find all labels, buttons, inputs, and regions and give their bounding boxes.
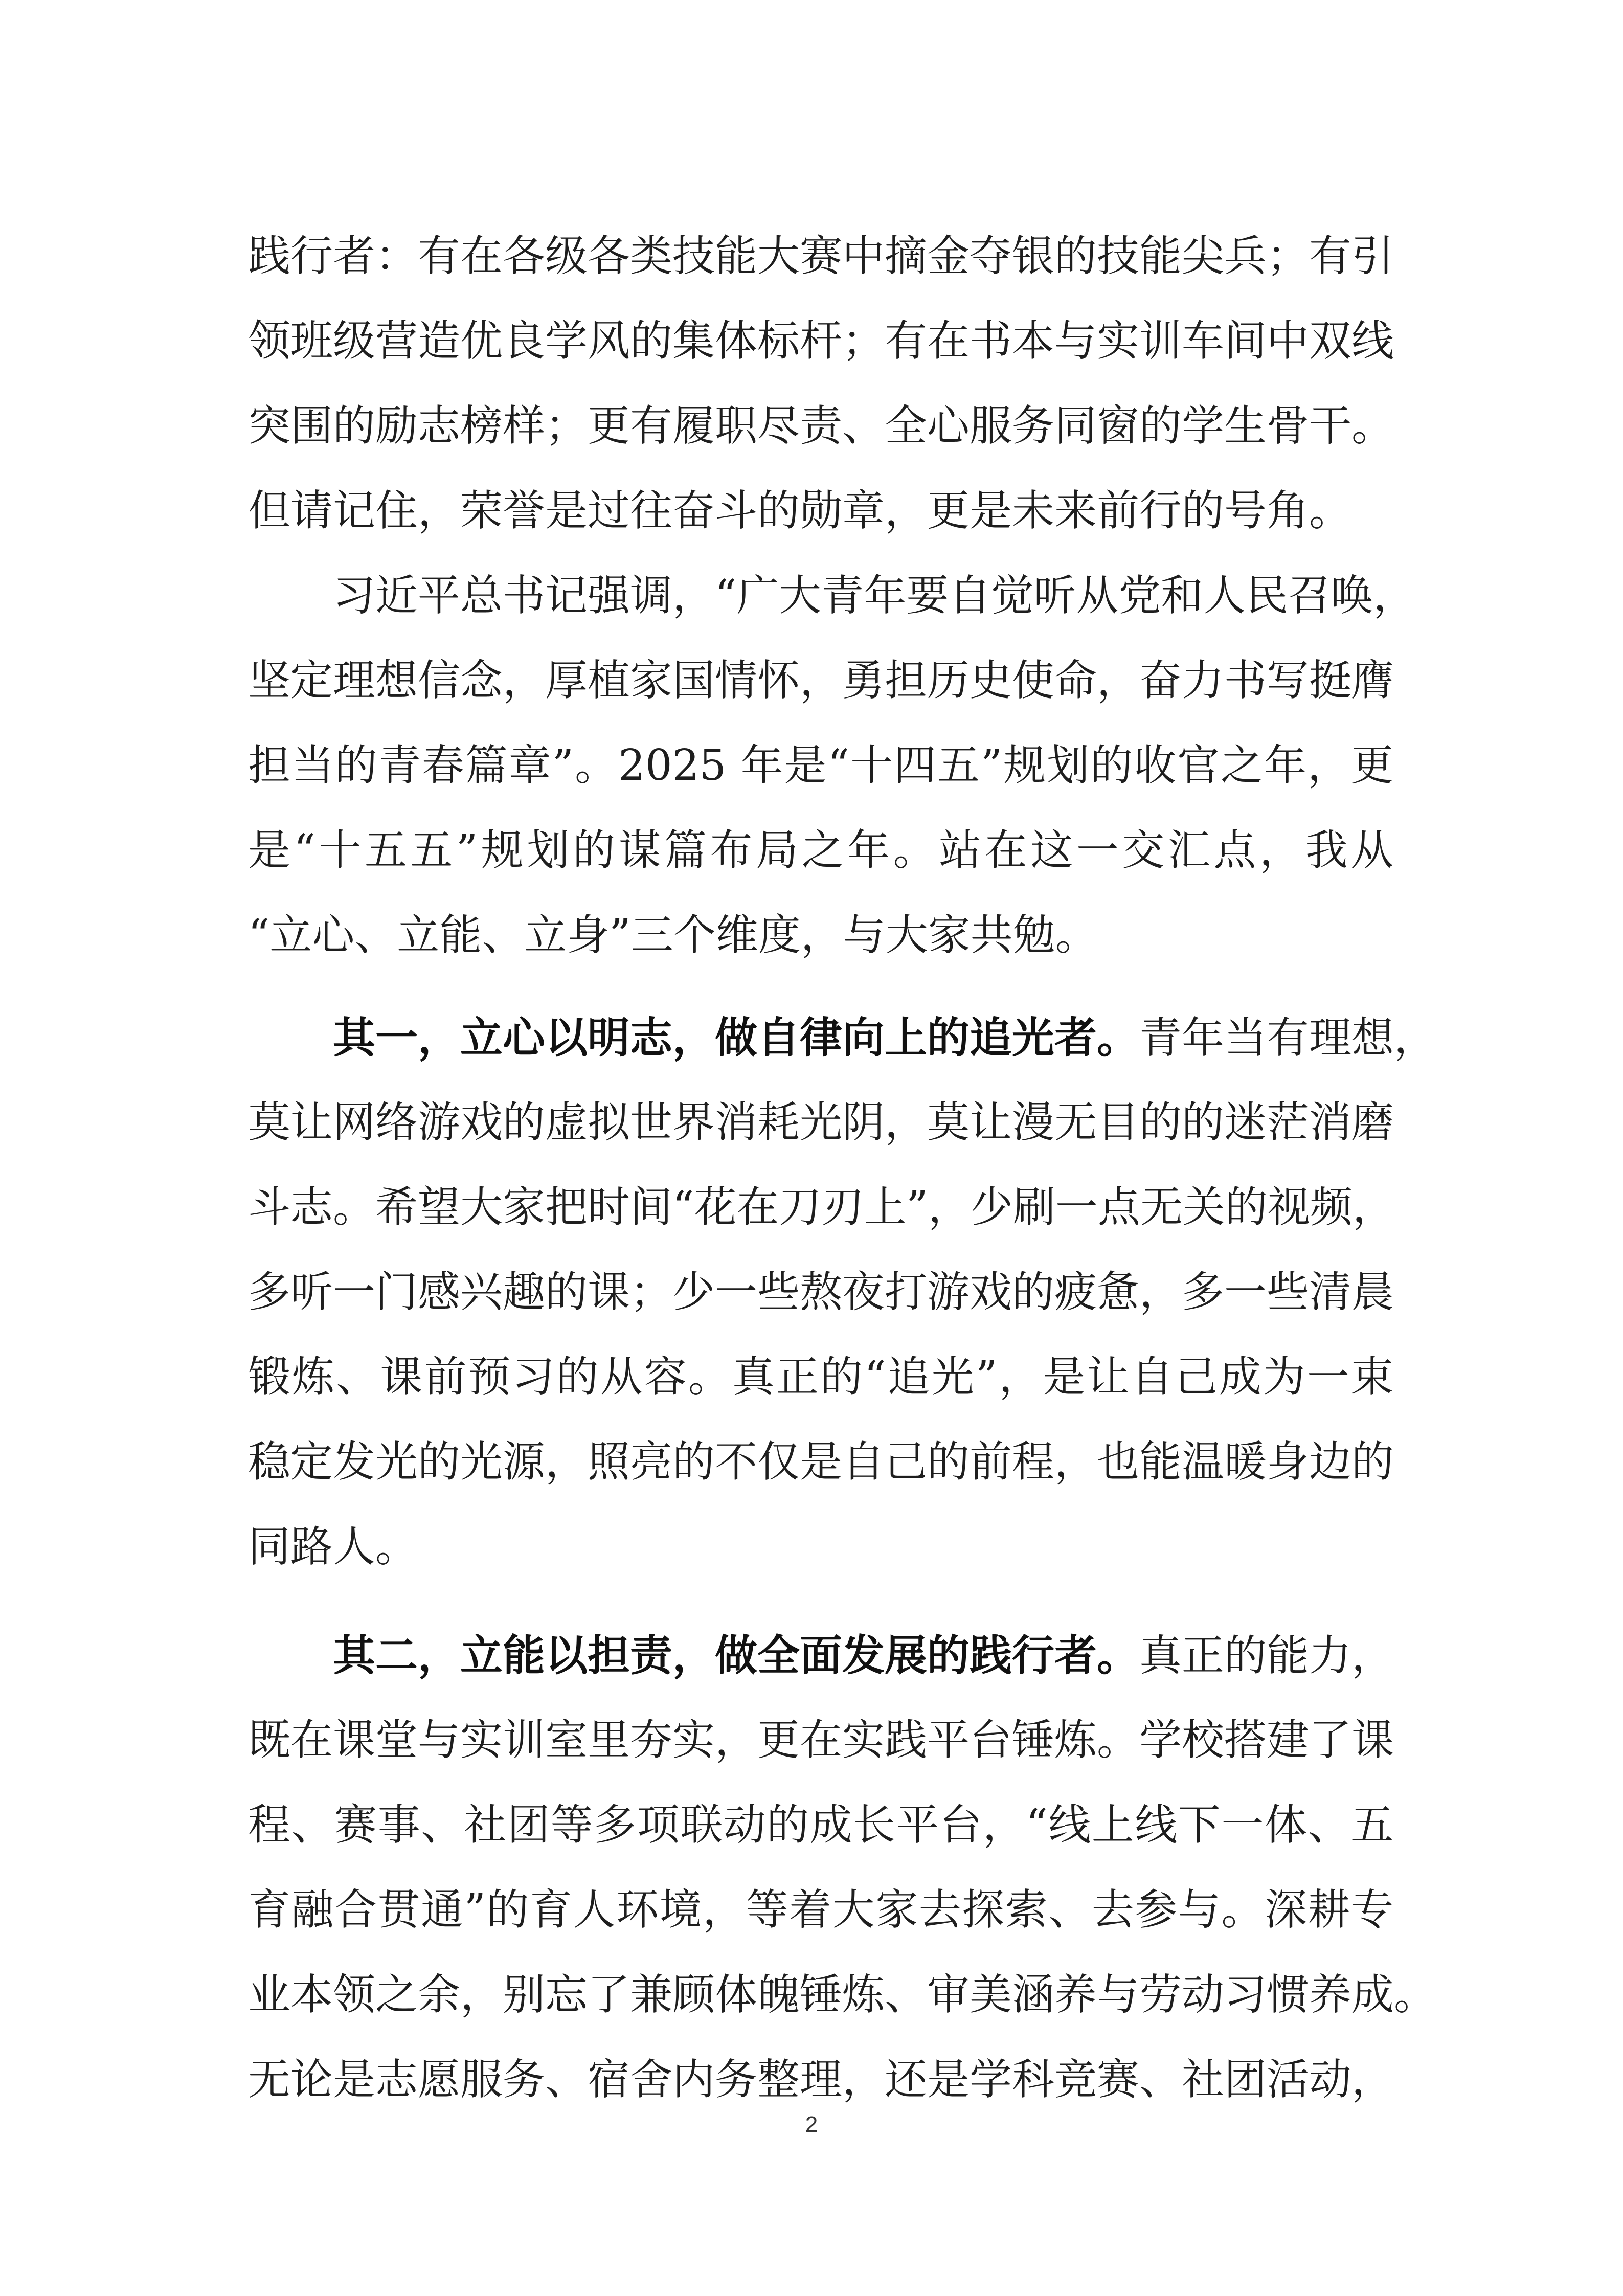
text-line: 育融合贯通”的育人环境，等着大家去探索、去参与。深耕专	[248, 1885, 1393, 1934]
text-line: 习近平总书记强调，“广大青年要自觉听从党和人民召唤，	[333, 571, 1416, 620]
text-line: 斗志。希望大家把时间“花在刀刃上”，少刷一点无关的视频，	[248, 1182, 1395, 1232]
text-run: 真正的能力，	[1139, 1631, 1394, 1680]
text-line: “立心、立能、立身”三个维度，与大家共勉。	[248, 910, 1098, 960]
paragraph-2	[248, 553, 1416, 978]
text-line: 践行者：有在各级各类技能大赛中摘金夺银的技能尖兵；有引	[248, 231, 1394, 281]
page-number: 2	[805, 2112, 818, 2137]
text-line: 业本领之余，别忘了兼顾体魄锤炼、审美涵养与劳动习惯养成。	[248, 1970, 1436, 2019]
text-line: 担当的青春篇章”。2025 年是“十四五”规划的收官之年，更	[248, 740, 1393, 790]
text-line: 突围的励志榜样；更有履职尽责、全心服务同窗的学生骨干。	[248, 401, 1394, 451]
text-run: 青年当有理想，	[1139, 1013, 1436, 1063]
paragraph-lead-heading: 其二，立能以担责，做全面发展的践行者。	[333, 1630, 1139, 1680]
text-line: 领班级营造优良学风的集体标杆；有在书本与实训车间中双线	[248, 316, 1394, 366]
text-line: 稳定发光的光源，照亮的不仅是自己的前程，也能温暖身边的	[248, 1437, 1394, 1487]
text-line: 既在课堂与实训室里夯实，更在实践平台锤炼。学校搭建了课	[248, 1715, 1394, 1765]
text-line: 是“十五五”规划的谋篇布局之年。站在这一交汇点，我从	[248, 825, 1393, 875]
text-line: 坚定理想信念，厚植家国情怀，勇担历史使命，奋力书写挺膺	[248, 656, 1394, 705]
text-line: 锻炼、课前预习的从容。真正的“追光”，是让自己成为一束	[248, 1352, 1393, 1402]
paragraph-lead-heading: 其一，立心以明志，做自律向上的追光者。	[333, 1012, 1139, 1063]
text-line: 莫让网络游戏的虚拟世界消耗光阴，莫让漫无目的的迷茫消磨	[248, 1097, 1394, 1147]
text-line: 多听一门感兴趣的课；少一些熬夜打游戏的疲惫，多一些清晨	[248, 1267, 1394, 1317]
text-line: 同路人。	[248, 1522, 418, 1571]
paragraph-1	[248, 214, 1393, 553]
text-line: 无论是志愿服务、宿舍内务整理，还是学科竞赛、社团活动，	[248, 2055, 1394, 2104]
paragraph-3	[248, 995, 1436, 1589]
text-line: 程、赛事、社团等多项联动的成长平台，“线上线下一体、五	[248, 1800, 1393, 1850]
text-line: 但请记住，荣誉是过往奋斗的勋章，更是未来前行的号角。	[248, 486, 1351, 535]
text-line	[248, 995, 1436, 1080]
document-body	[248, 214, 1436, 2122]
text-line	[248, 1613, 1393, 1698]
paragraph-4	[248, 1613, 1436, 2122]
